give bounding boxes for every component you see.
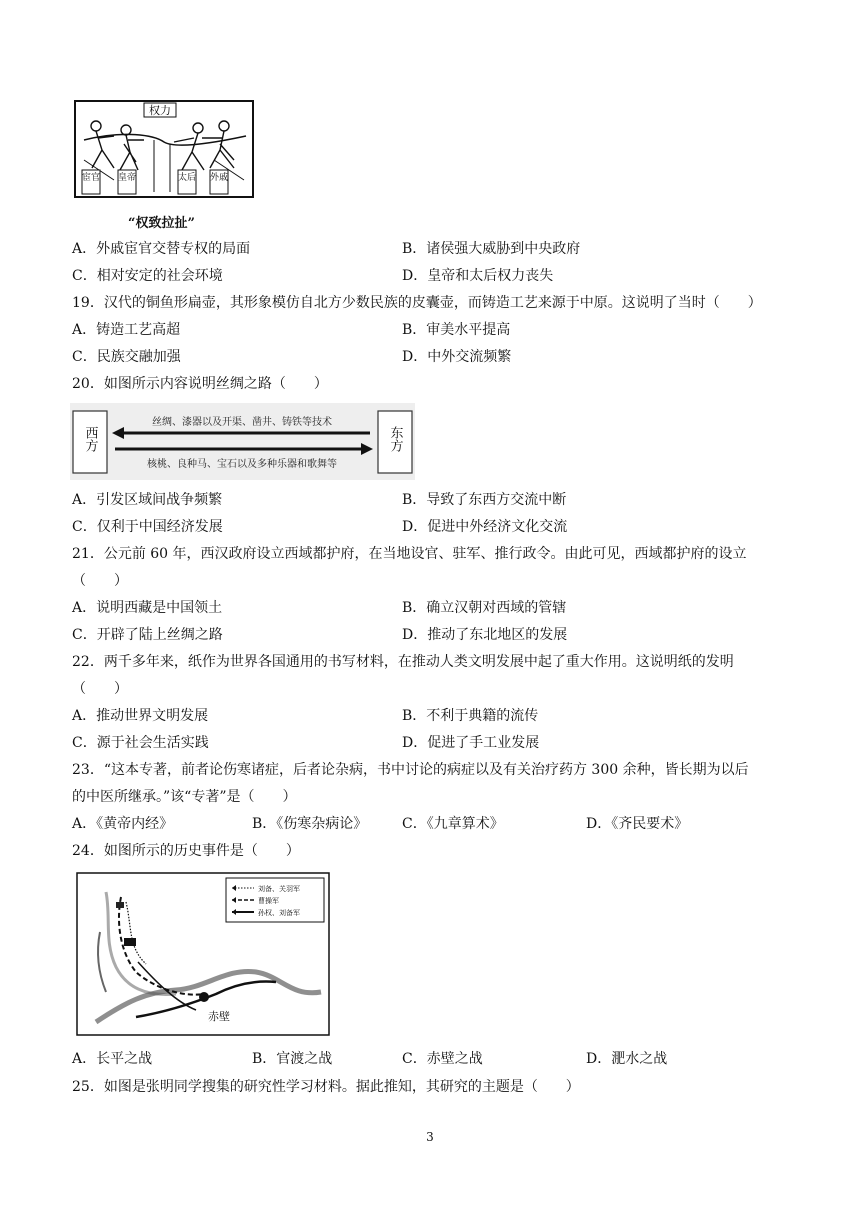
figure-title: 权力 — [149, 104, 171, 117]
q24-option-b[interactable]: B．官渡之战 — [252, 1051, 333, 1067]
silk-road-exchange-diagram — [70, 403, 415, 480]
q24-option-c[interactable]: C．赤壁之战 — [402, 1051, 483, 1067]
q20-stem: 20．如图所示内容说明丝绸之路（ ） — [72, 376, 328, 392]
west-label: 西方 — [82, 426, 98, 452]
q23-option-d[interactable]: D．《齐民要术》 — [586, 816, 689, 832]
q23-option-b[interactable]: B．《伤寒杂病论》 — [252, 816, 368, 832]
q21-option-a[interactable]: A．说明西藏是中国领土 — [72, 600, 223, 616]
q23-stem-line2: 的中医所继承。”该“专著”是（ ） — [72, 789, 297, 805]
silk-road-bottom-text: 核桃、良种马、宝石以及多种乐器和歌舞等 — [147, 459, 337, 470]
silk-road-top-text: 丝绸、漆器以及开渠、凿井、铸铁等技术 — [152, 417, 332, 428]
q22-stem-line2: （ ） — [72, 681, 128, 697]
q20-option-d[interactable]: D．促进中外经济文化交流 — [402, 519, 568, 535]
label-taihou: 太后 — [177, 173, 197, 183]
q18-option-b[interactable]: B．诸侯强大威胁到中央政府 — [402, 241, 581, 257]
page-number: 3 — [426, 1130, 434, 1144]
battle-map — [76, 872, 330, 1036]
q20-option-c[interactable]: C．仅利于中国经济发展 — [72, 519, 223, 535]
q20-option-a[interactable]: A．引发区域间战争频繁 — [72, 492, 223, 508]
figure-caption: “权致拉扯” — [128, 216, 195, 231]
q19-option-a[interactable]: A．铸造工艺高超 — [72, 322, 181, 338]
q24-stem: 24．如图所示的历史事件是（ ） — [72, 843, 300, 859]
q24-option-a[interactable]: A．长平之战 — [72, 1051, 153, 1067]
label-waiqi: 外戚 — [209, 173, 229, 183]
q24-option-d[interactable]: D．淝水之战 — [586, 1051, 668, 1067]
label-huangdi: 皇帝 — [117, 173, 137, 183]
q25-stem: 25．如图是张明同学搜集的研究性学习材料。据此推知，其研究的主题是（ ） — [72, 1079, 580, 1095]
q22-option-a[interactable]: A．推动世界文明发展 — [72, 708, 209, 724]
q18-option-c[interactable]: C．相对安定的社会环境 — [72, 268, 223, 284]
legend-sunquan-liubei: 孙权、刘备军 — [258, 909, 300, 917]
q19-option-c[interactable]: C．民族交融加强 — [72, 349, 181, 365]
q21-option-c[interactable]: C．开辟了陆上丝绸之路 — [72, 627, 223, 643]
q19-option-d[interactable]: D．中外交流频繁 — [402, 349, 512, 365]
place-chibi: 赤壁 — [208, 1010, 230, 1023]
q21-option-b[interactable]: B．确立汉朝对西域的管辖 — [402, 600, 567, 616]
q22-option-c[interactable]: C．源于社会生活实践 — [72, 735, 209, 751]
battle-map-figure — [76, 872, 330, 1036]
q19-stem: 19．汉代的铜鱼形扁壶，其形象模仿自北方少数民族的皮囊壶，而铸造工艺来源于中原。这说明了当时（ ） — [72, 295, 762, 311]
power-struggle-illustration — [74, 100, 254, 198]
q23-option-a[interactable]: A．《黄帝内经》 — [72, 816, 174, 832]
legend-caocao: 曹操军 — [258, 897, 279, 905]
q23-stem-line1: 23．“这本专著，前者论伤寒诸症，后者论杂病，书中讨论的病症以及有关治疗药方 300 余种，皆长期为以后 — [72, 762, 749, 778]
q22-option-d[interactable]: D．促进了手工业发展 — [402, 735, 540, 751]
q21-stem-line2: （ ） — [72, 573, 128, 589]
q22-stem-line1: 22．两千多年来，纸作为世界各国通用的书写材料，在推动人类文明发展中起了重大作用。这说明纸的发明 — [72, 654, 734, 670]
q21-stem-line1: 21．公元前 60 年，西汉政府设立西域都护府，在当地设官、驻军、推行政令。由此可见，西域都护府的设立 — [72, 546, 747, 562]
power-struggle-figure — [74, 100, 254, 198]
legend-liubei-guanyu: 刘备、关羽军 — [258, 885, 300, 893]
east-label: 东方 — [387, 426, 403, 452]
silk-road-figure — [70, 403, 415, 480]
q23-option-c[interactable]: C．《九章算术》 — [402, 816, 504, 832]
q18-option-a[interactable]: A．外戚宦官交替专权的局面 — [72, 241, 251, 257]
q20-option-b[interactable]: B．导致了东西方交流中断 — [402, 492, 567, 508]
q18-option-d[interactable]: D．皇帝和太后权力丧失 — [402, 268, 554, 284]
q22-option-b[interactable]: B．不利于典籍的流传 — [402, 708, 539, 724]
q21-option-d[interactable]: D．推动了东北地区的发展 — [402, 627, 568, 643]
q19-option-b[interactable]: B．审美水平提高 — [402, 322, 511, 338]
label-huanguan: 宦官 — [81, 173, 101, 183]
